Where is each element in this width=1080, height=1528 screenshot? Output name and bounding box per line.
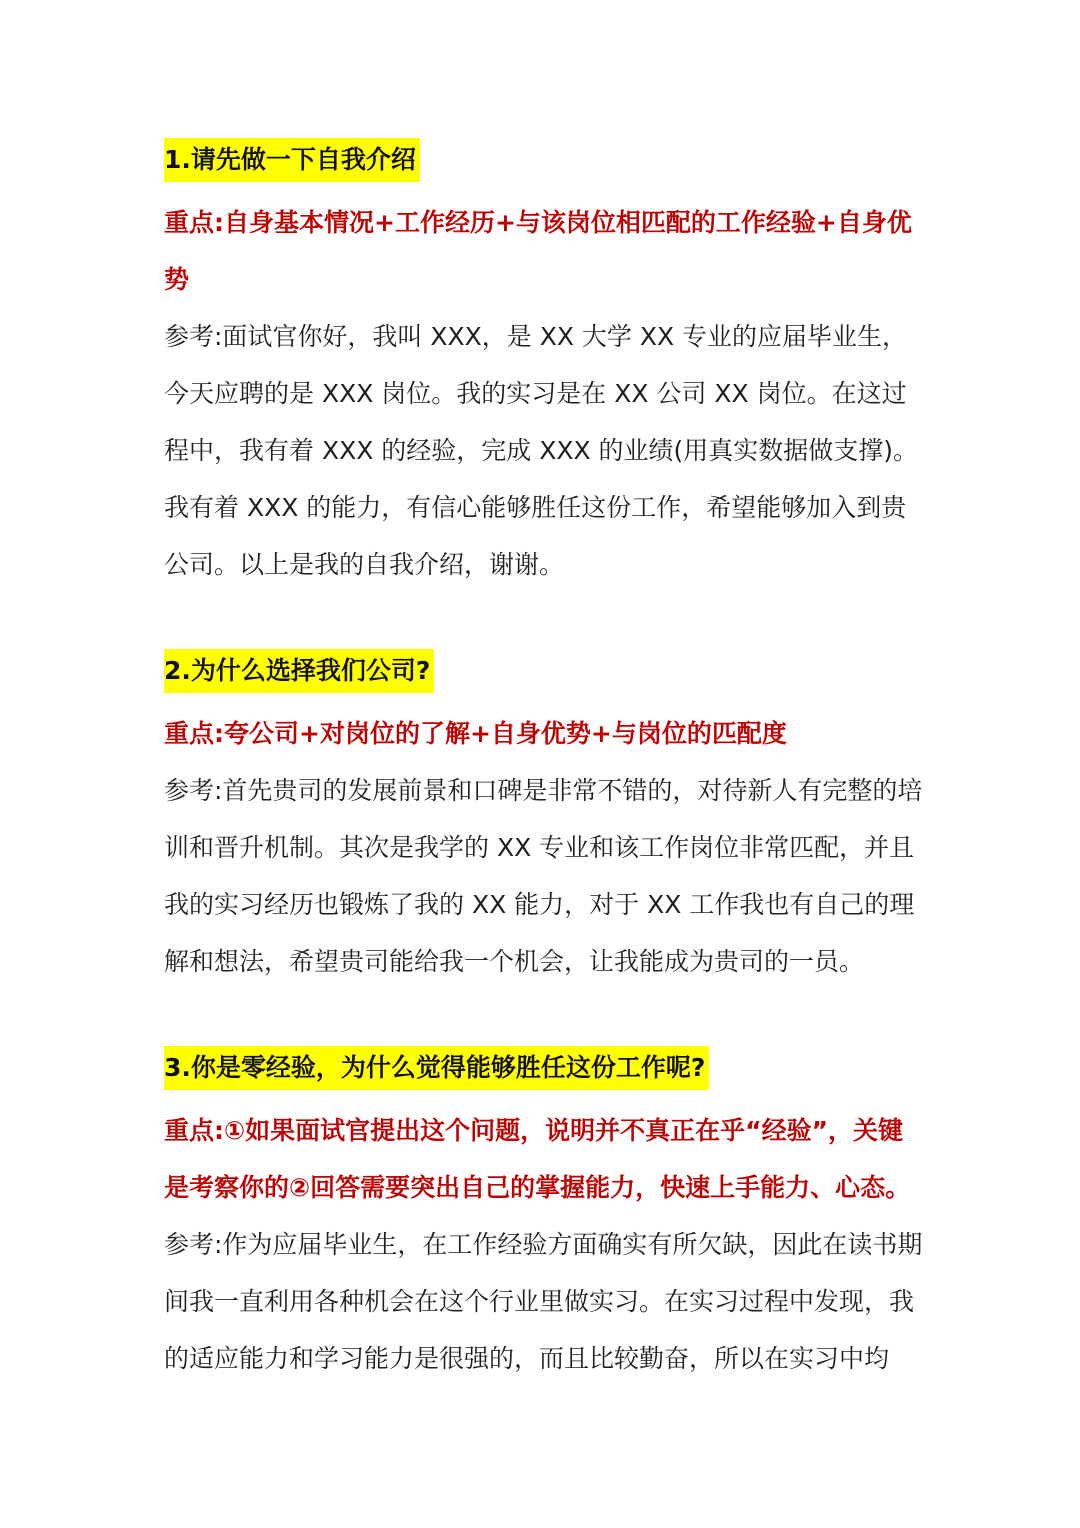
question-section-3 (164, 1046, 924, 1387)
question-title-3: 3.你是零经验，为什么觉得能够胜任这份工作呢? (164, 1046, 709, 1090)
key-point-3: 重点:①如果面试官提出这个问题，说明并不真正在乎“经验”，关键是考察你的②回答需要突出自己的掌握能力，快速上手能力、心态。 (164, 1116, 911, 1202)
question-title-2: 2.为什么选择我们公司? (164, 649, 434, 693)
reference-answer-2: 参考:首先贵司的发展前景和口碑是非常不错的，对待新人有完整的培训和晋升机制。其次是我学的 XX 专业和该工作岗位非常匹配，并且我的实习经历也锻炼了我的 XX 能力，对于 XX 工作我也有自己的理解和想法，希望贵司能给我一个机会，让我能成为贵司的一员。 (164, 776, 923, 976)
reference-answer-1: 参考:面试官你好，我叫 XXX，是 XX 大学 XX 专业的应届毕业生，今天应聘的是 XXX 岗位。我的实习是在 XX 公司 XX 岗位。在这过程中，我有着 XXX 的经验，完成 XXX 的业绩(用真实数据做支撑)。我有着 XXX 的能力，有信心能够胜任这份工作，希望能够加入到贵公司。以上是我的自我介绍，谢谢。 (164, 322, 919, 579)
question-section-1 (164, 138, 924, 593)
key-point-2: 重点:夸公司+对岗位的了解+自身优势+与岗位的匹配度 (164, 719, 787, 748)
question-title-1: 1.请先做一下自我介绍 (164, 138, 420, 182)
key-point-1: 重点:自身基本情况+工作经历+与该岗位相匹配的工作经验+自身优势 (164, 208, 912, 294)
reference-answer-3: 参考:作为应届毕业生，在工作经验方面确实有所欠缺，因此在读书期间我一直利用各种机会在这个行业里做实习。在实习过程中发现，我的适应能力和学习能力是很强的，而且比较勤奋，所以在实习中均 (164, 1230, 923, 1373)
question-section-2 (164, 649, 924, 990)
